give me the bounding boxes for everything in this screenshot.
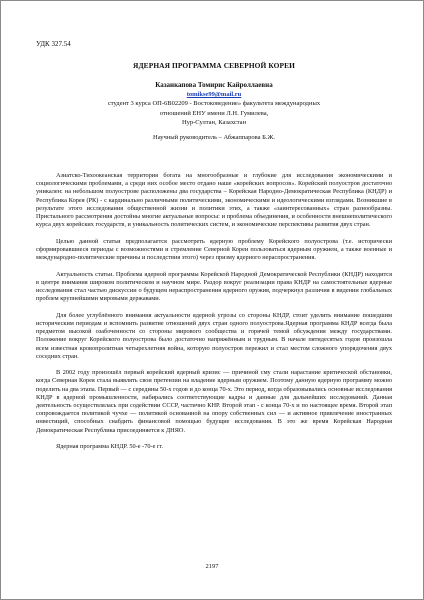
page-number: 2197	[205, 563, 219, 570]
article-title: ЯДЕРНАЯ ПРОГРАММА СЕВЕРНОЙ КОРЕИ	[133, 61, 295, 70]
article-body	[36, 172, 392, 459]
udk-code: УДК 327.54	[36, 40, 71, 48]
paragraph-relevance: Актуальность статьи. Проблема ядерной программы Корейской Народной Демократической Республики (КНДР) находится в центре внимания широком политическом и научном мире. Раздор вокруг реализации права КНДР на самостоятельные ядерные исследования стал частью дискуссии о будущем нераспространения ядерного оружия, подчеркнул различия в видении глобальных проблем крупнейшими мировыми державами.	[36, 270, 392, 303]
paragraph-history: Для более углублённого внимания актуальности ядерной угрозы со стороны КНДР, стоит уделить внимание пошедшим историческим периодам и вспомнить развитие отношений двух стран одного полуострова.Ядерная программа КНДР всегда была предметом высокой озабоченности со стороны мирового сообщества и горячей темой обсуждения между государствами. Положение вокруг Корейского полуострова было достаточно напряжённым и трудным. В начале пятидесятых годов произошла всем известная кровопролитная четырехлетняя война, которую полуостров пережил и стал местом сложного упорядочения двух соседних стран.	[36, 311, 392, 360]
author-block	[36, 81, 392, 142]
author-name: Казанкапова Томирис Кайроллаевна	[155, 81, 273, 89]
supervisor: Научный руководитель – Абжаппарова Б.Ж.	[153, 134, 275, 142]
paragraph-crisis-2002: В 2002 году произошёл первый корейский ядерный кризис — причиной сму стали нарастание критической обстановки, когда Северная Корея стала выявлять свои претензии на владение ядерным оружием. Поэтому данную ядерную программу можно поделить на два этапа. Первый — с середины 50-х годов и до конца 70-х. Это период, когда образовывались основные исследования КНДР в ядерной промышленности, набирались соответствующие кадры и данные для дальнейших исследований. Данная деятельность осуществлялась при содействии СССР, частично КНР. Второй этап - с конца 70-х и по настоящее время. Второй этап сопровождается политикой чучхе — политикой основанной на опору собственных сил — и активное привлечение иностранных инвестиций, способных снабдить финансовой помощью будущие исследования. В это же время Корейская Народная Демократическая Республика присоединяется к ДНЯО.	[36, 369, 392, 434]
paragraph-purpose: Целью данной статьи предполагается рассмотреть ядерную проблему Корейского полуострова (т.е. исторически сформировавшиеся периоды с возможностями и стремление Северной Кореи пользоваться ядерным оружием, а также военные и международно-политические причины и последствия этого) через призму ядерного нераспространения.	[36, 237, 392, 262]
author-email-link[interactable]: tomikse99@mail.ru	[186, 91, 242, 99]
section-caption: Ядерная программа КНДР. 50-е -70-е гг.	[56, 443, 164, 451]
affiliation-line-2: отношений ЕНУ имени Л.Н. Гумилева,	[159, 109, 269, 117]
author-city: Нур-Султан, Казахстан	[181, 118, 247, 126]
paragraph-intro: Азиатско-Тихоокеанская территория богата на многообразные и глубокие для исследования экономическими и социологическими проблемами, а среди них особое место отдано наше «корейских вопросов». Корейский полуостров достаточно уникален: на небольшом полуострове расположены два государства – Корейская Народно-Демократическая Республика (КНДР) и Республика Корея (РК) - с кардинально различными политическими, экономическими и идеологическими взглядами. Возникшие в результате этого исследования общественной жизни и политики этих, а также «заинтересованных» стран разнообразны. Пристального рассмотрения достойны многие актуальные вопросы: и проблема объединения, и особенности внешнеполитического курса двух корейских государств, и уникальность политических систем, и экономические перспективы развития двух стран.	[36, 172, 392, 229]
affiliation-line-1: студент 3 курса ОП-6В02209 - Востоковедение» факультета международных	[107, 100, 321, 108]
